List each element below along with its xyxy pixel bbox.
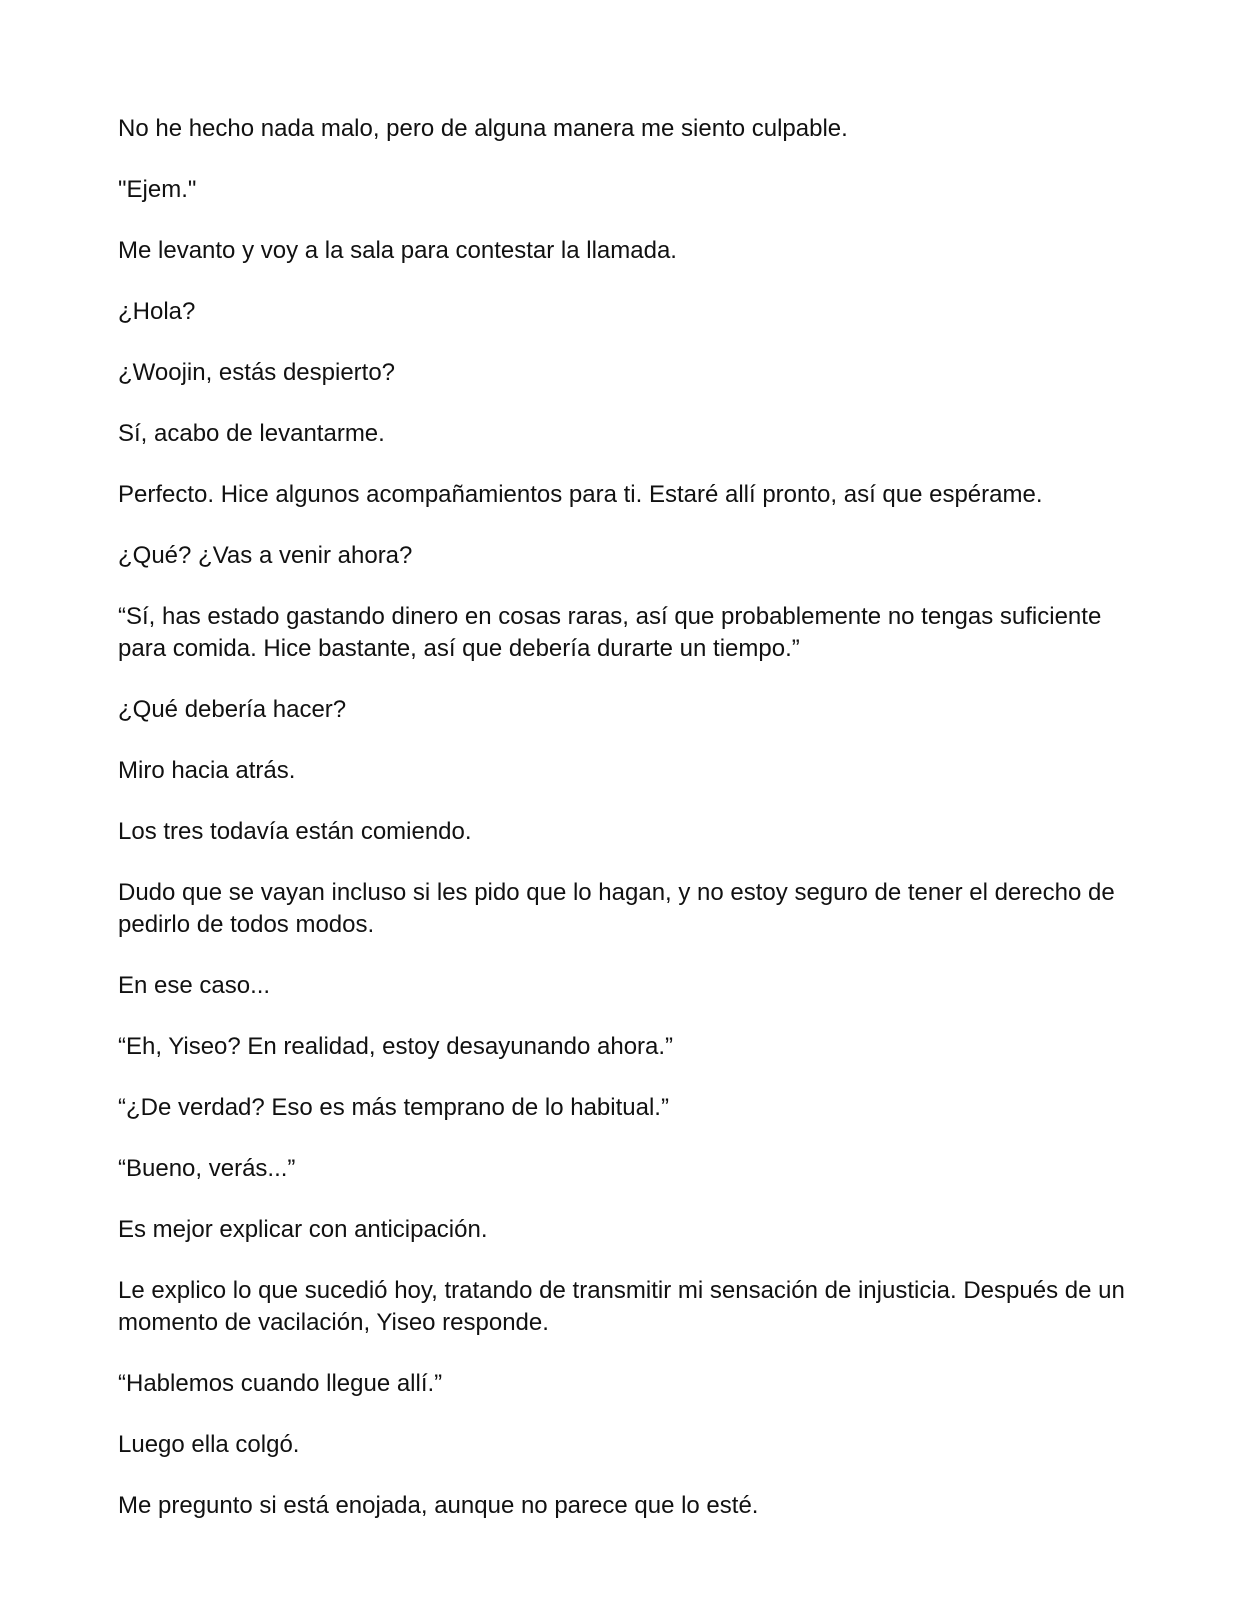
- document-body: [118, 113, 1128, 1551]
- paragraph: ¿Qué debería hacer?: [118, 696, 347, 723]
- paragraph: “Hablemos cuando llegue allí.”: [118, 1370, 443, 1397]
- paragraph: "Ejem.": [118, 176, 197, 203]
- paragraph: “Bueno, verás...”: [118, 1155, 296, 1182]
- paragraph: “Eh, Yiseo? En realidad, estoy desayunando ahora.”: [118, 1033, 674, 1060]
- paragraph: Es mejor explicar con anticipación.: [118, 1216, 488, 1243]
- paragraph: “¿De verdad? Eso es más temprano de lo habitual.”: [118, 1094, 669, 1121]
- paragraph: Los tres todavía están comiendo.: [118, 818, 472, 845]
- paragraph: Dudo que se vayan incluso si les pido que lo hagan, y no estoy seguro de tener el derecho de pedirlo de todos modos.: [118, 879, 1115, 938]
- paragraph: Sí, acabo de levantarme.: [118, 420, 385, 447]
- paragraph: Le explico lo que sucedió hoy, tratando de transmitir mi sensación de injusticia. Después de un momento de vacilación, Yiseo responde.: [118, 1277, 1125, 1336]
- paragraph: En ese caso...: [118, 972, 271, 999]
- paragraph: Perfecto. Hice algunos acompañamientos para ti. Estaré allí pronto, así que espérame.: [118, 481, 1043, 508]
- paragraph: ¿Qué? ¿Vas a venir ahora?: [118, 542, 413, 569]
- paragraph: Me pregunto si está enojada, aunque no parece que lo esté.: [118, 1492, 759, 1519]
- paragraph: No he hecho nada malo, pero de alguna manera me siento culpable.: [118, 115, 848, 142]
- paragraph: Me levanto y voy a la sala para contestar la llamada.: [118, 237, 677, 264]
- paragraph: ¿Woojin, estás despierto?: [118, 359, 396, 386]
- paragraph: Luego ella colgó.: [118, 1431, 300, 1458]
- paragraph: “Sí, has estado gastando dinero en cosas raras, así que probablemente no tengas suficiente para comida. Hice bastante, así que debería durarte un tiempo.”: [118, 603, 1102, 662]
- paragraph: Miro hacia atrás.: [118, 757, 296, 784]
- paragraph: ¿Hola?: [118, 298, 196, 325]
